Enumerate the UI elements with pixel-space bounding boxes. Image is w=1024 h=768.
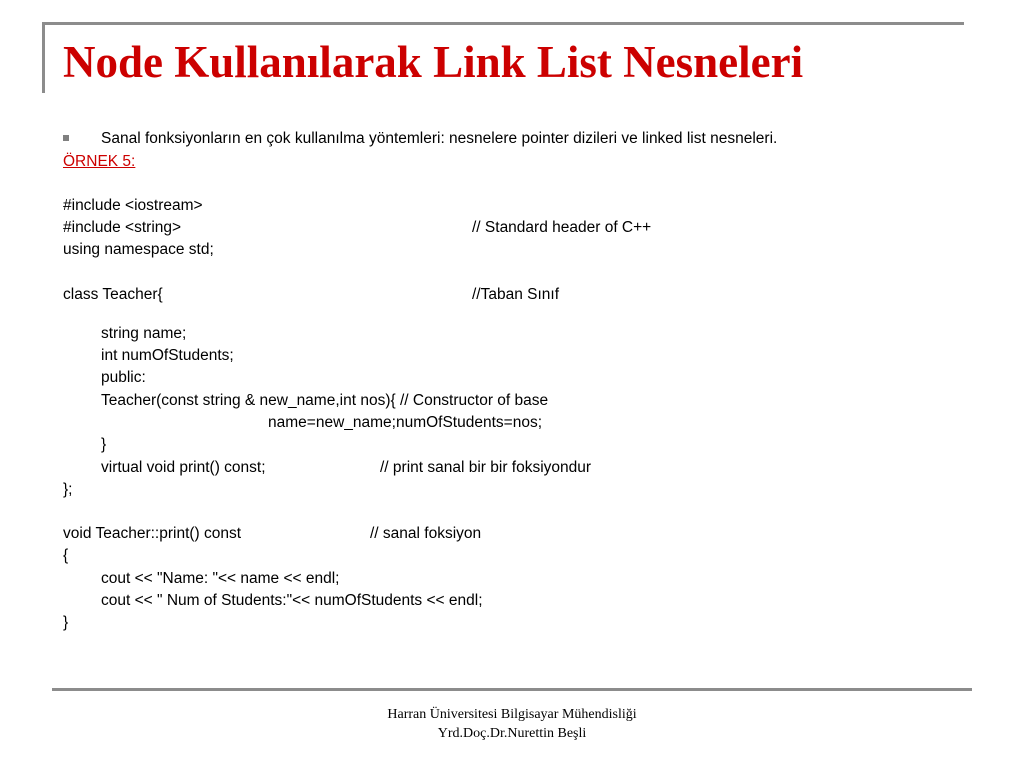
footer-line-author: Yrd.Doç.Dr.Nurettin Beşli [437,726,587,741]
left-rule [42,22,45,93]
bullet-text: Sanal fonksiyonların en çok kullanılma yöntemleri: nesnelere pointer dizileri ve linked list nesneleri. [101,130,778,147]
top-rule [42,22,964,25]
code-class-close: }; [63,481,73,498]
footer-rule [52,688,972,691]
code-class-decl: class Teacher{ [63,286,163,303]
code-comment-virtual: // print sanal bir bir foksiyondur [380,459,592,476]
code-print-def: void Teacher::print() const [63,525,242,542]
code-cout-name: cout << "Name: "<< name << endl; [101,570,340,587]
code-open-brace: { [63,547,69,564]
footer [52,705,972,743]
code-ctor-signature: Teacher(const string & new_name,int nos){ // Constructor of base [101,392,549,409]
code-using-namespace: using namespace std; [63,241,214,258]
code-include-string: #include <string> [63,219,182,236]
code-ctor-body: name=new_name;numOfStudents=nos; [268,414,543,431]
code-comment-standard-header: // Standard header of C++ [472,219,652,236]
code-ctor-close: } [101,436,107,453]
slide-title: Node Kullanılarak Link List Nesneleri [63,37,804,87]
code-member-name: string name; [101,325,187,342]
footer-line-institution: Harran Üniversitesi Bilgisayar Mühendisliği [387,707,637,722]
code-cout-students: cout << " Num of Students:"<< numOfStudents << endl; [101,592,483,609]
code-member-num: int numOfStudents; [101,347,234,364]
code-virtual-decl: virtual void print() const; [101,459,266,476]
example-label-link[interactable]: ÖRNEK 5: [63,153,136,170]
code-close-brace: } [63,614,69,631]
square-bullet-icon [63,135,69,141]
code-comment-base-class: //Taban Sınıf [472,286,560,303]
code-public-label: public: [101,369,146,386]
code-include-iostream: #include <iostream> [63,197,203,214]
code-comment-print: // sanal foksiyon [370,525,482,542]
